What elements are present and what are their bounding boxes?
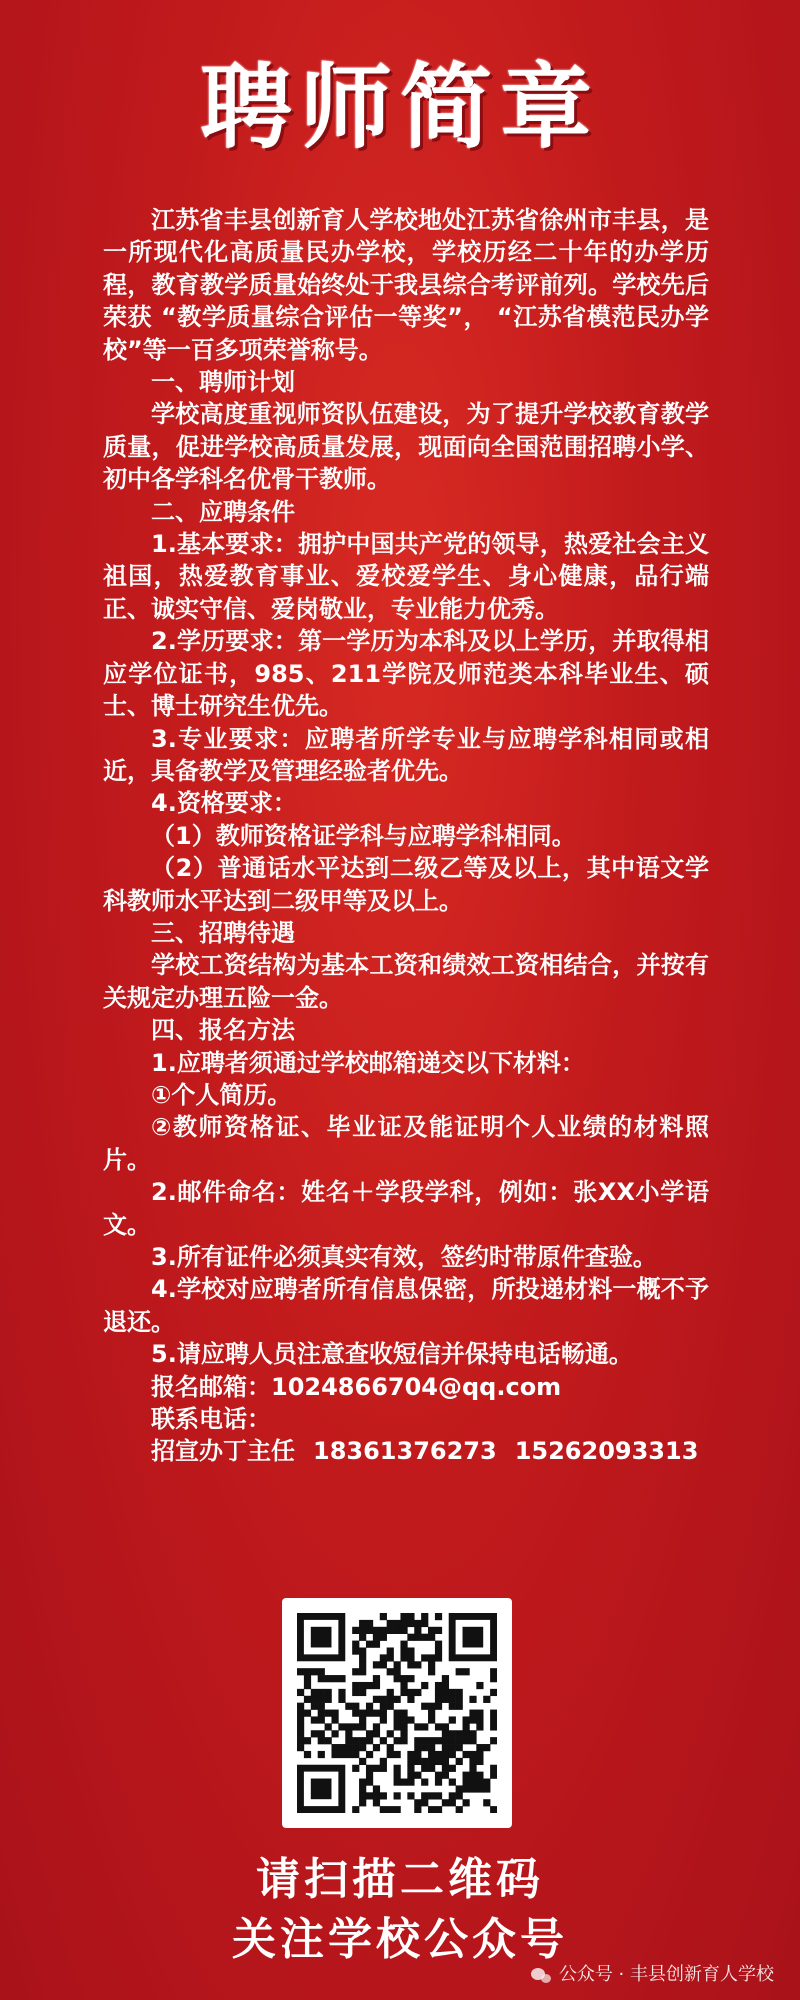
email-row	[103, 1371, 709, 1403]
apply-step-1: 1.应聘者须通过学校邮箱递交以下材料：	[151, 1048, 585, 1077]
section-heading-benefits: 三、招聘待遇	[151, 918, 295, 947]
intro-paragraph: 江苏省丰县创新育人学校地处江苏省徐州市丰县，是一所现代化高质量民办学校，学校历经二十年的办学历程，教育教学质量始终处于我县综合考评前列。学校先后荣获 “教学质量综合评估一等奖”， “江苏省模范民办学校”等一百多项荣誉称号。	[103, 206, 709, 364]
apply-step-3: 3.所有证件必须真实有效，签约时带原件查验。	[151, 1243, 657, 1271]
poster-title: 聘师简章	[199, 54, 600, 161]
condition-qualification: 4.资格要求：	[151, 789, 297, 818]
phone-number-1[interactable]: 18361376273	[313, 1437, 497, 1466]
wechat-official-account-icon	[531, 1966, 553, 1984]
watermark-text: 公众号 · 丰县创新育人学校	[558, 1964, 774, 1985]
condition-major: 3.专业要求：应聘者所学专业与应聘学科相同或相近，具备教学及管理经验者优先。	[103, 724, 709, 785]
phone-label: 联系电话：	[151, 1405, 271, 1434]
benefits-paragraph: 学校工资结构为基本工资和绩效工资相结合，并按有关规定办理五险一金。	[103, 951, 709, 1012]
apply-step-4: 4.学校对应聘者所有信息保密，所投递材料一概不予退还。	[103, 1275, 709, 1336]
section-heading-plan: 一、聘师计划	[151, 368, 295, 397]
section-heading-apply: 四、报名方法	[151, 1016, 295, 1045]
poster-body	[103, 204, 709, 1468]
qualification-item-1: （1）教师资格证学科与应聘学科相同。	[151, 821, 576, 850]
apply-step-2: 2.邮件命名：姓名＋学段学科，例如：张XX小学语文。	[103, 1178, 709, 1239]
section-heading-conditions: 二、应聘条件	[151, 497, 295, 526]
phone-label-row	[103, 1403, 709, 1435]
condition-basic: 1.基本要求：拥护中国共产党的领导，热爱社会主义祖国，热爱教育事业、爱校爱学生、身心健康，品行端正、诚实守信、爱岗敬业，专业能力优秀。	[103, 530, 709, 623]
apply-material-2: ②教师资格证、毕业证及能证明个人业绩的材料照片。	[103, 1113, 709, 1174]
condition-education: 2.学历要求：第一学历为本科及以上学历，并取得相应学位证书，985、211学院及师范类本科毕业生、硕士、博士研究生优先。	[103, 627, 709, 721]
qualification-item-2: （2）普通话水平达到二级乙等及以上，其中语文学科教师水平达到二级甲等及以上。	[103, 854, 709, 915]
apply-step-5: 5.请应聘人员注意查收短信并保持电话畅通。	[151, 1340, 633, 1369]
phone-number-2[interactable]: 15262093313	[514, 1437, 699, 1466]
office-contact-name: 招宣办丁主任	[151, 1437, 295, 1466]
watermark	[531, 1963, 774, 1987]
apply-material-1: ①个人简历。	[151, 1080, 292, 1109]
plan-paragraph: 学校高度重视师资队伍建设，为了提升学校教育教学质量，促进学校高质量发展，现面向全国范围招聘小学、初中各学科名优骨干教师。	[103, 400, 709, 494]
cta-follow-account: 关注学校公众号	[232, 1914, 568, 1965]
cta-scan-qr: 请扫描二维码	[256, 1854, 544, 1905]
email-label: 报名邮箱：	[151, 1372, 271, 1401]
phone-row	[103, 1435, 709, 1467]
qr-code-icon	[297, 1613, 497, 1813]
qr-code[interactable]	[282, 1598, 512, 1828]
email-address[interactable]: 1024866704@qq.com	[271, 1372, 562, 1401]
